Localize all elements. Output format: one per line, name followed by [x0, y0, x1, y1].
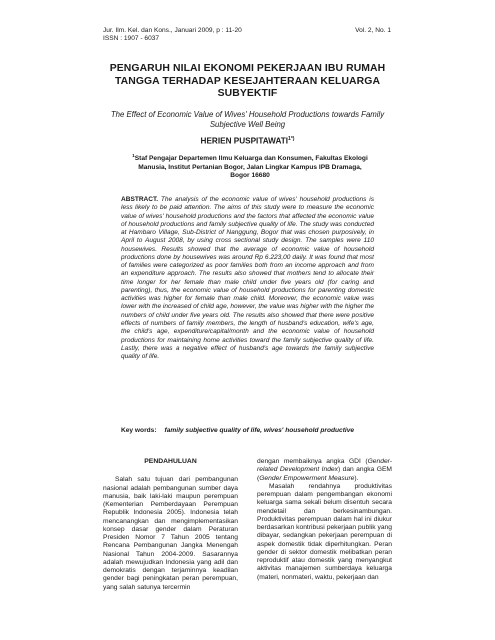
title-line: TANGGA TERHADAP KESEJAHTERAAN KELUARGA — [114, 75, 381, 87]
journal-citation-header — [103, 27, 323, 43]
abstract-label: ABSTRACT. — [121, 196, 159, 203]
author-line — [100, 134, 395, 147]
section-heading: PENDAHULUAN — [144, 458, 197, 465]
title-line: SUBYEKTIF — [217, 88, 278, 100]
affiliation-mark: 1 — [132, 153, 135, 158]
author-name: HERIEN PUSPITAWATI — [200, 136, 289, 146]
subtitle-line: Subjective Well Being — [209, 120, 286, 129]
paper-english-title — [100, 110, 395, 130]
affiliation-line: Bogor 16680 — [230, 172, 270, 180]
journal-volume: Vol. 2, No. 1 — [355, 27, 391, 34]
keywords-text: family subjective quality of life, wives' household productive — [164, 427, 355, 434]
author-mark: 1*) — [288, 136, 295, 142]
abstract — [121, 196, 374, 361]
body-paragraph: dengan membaiknya angka GDI (Gender-related Development Index) dan angka GEM (Gender Empowerment Measure). — [257, 458, 392, 482]
body-paragraph: Masalah rendahnya produktivitas perempuan dalam pengembangan ekonomi keluarga sama sekali belum disentuh secara mendetail dan berkesinambungan. Produktivitas perempuan dalam hal ini diukur berdasarkan kontribusi pekerjaan publik yang dibayar, sedangkan pekerjaan perempuan di aspek domestik tidak diperhitungkan. Peran gender di sektor domestik melibatkan peran reproduktif atau domestik yang menyangkut aktivitas manajemen sumberdaya keluarga (materi, nonmateri, waktu, pekerjaan dan — [257, 482, 392, 581]
abstract-text: The analysis of the economic value of wives' household productions is less likely to be paid attention. The aims of this study were to measure the economic value of wives' household productions and the factors that affected the economic value of household productions and family subjective quality of life. The study was conducted at Hambaro Village, Sub-District of Nanggung, Bogor that was chosen purposively, in April to August 2008, by using cross sectional study design. The samples were 110 housewives. Results showed that the average of economic value of household productions done by housewives was around Rp 6.223,00 daily. It was found that most of families were categorized as poor families both from an income approach and from an expenditure approach. The results also showed that mothers tend to allocate their time longer for her female than male child under five years old (for caring and parenting), thus, the economic value of household productions for parenting domestic activities was higher for female than male child. Moreover, the economic value was lower with the increased of child age, however, the value was higher with the higher the numbers of child under five years old. The results also showed that there were positive effects of numbers of family members, the length of husband's education, wife's age, the child's age, expenditure/capital/month and the economic value of household productions for maintaining home activities toward the family subjective quality of life. Lastly, there was a negative effect of husband's age towards the family subjective quality of life. — [121, 196, 374, 361]
body-column-left — [103, 458, 238, 592]
body-paragraph: Salah satu tujuan dari pembangunan nasional adalah pembangunan sumber daya manusia, baik laki-laki maupun perempuan (Kementerian Pemberdayaan Perempuan Republik Indonesia 2005). Indonesia telah mencanangkan dan mengimplementasikan konsep dasar gender dalam Peraturan Presiden Nomor 7 Tahun 2005 tentang Rencana Pembangunan Jangka Menengah Nasional Tahun 2004-2009. Sasarannya adalah mewujudkan Indonesia yang adil dan demokratis dengan terjaminnya keadilan gender bagi peningkatan peran perempuan, yang salah satunya tercermin — [103, 476, 238, 591]
keywords — [121, 427, 381, 435]
keywords-label: Key words: — [121, 427, 157, 434]
body-column-right — [257, 458, 392, 582]
journal-issn: ISSN : 1907 - 6037 — [103, 35, 160, 43]
journal-citation: Jur. Ilm. Kel. dan Kons., Januari 2009, p : 11-20 — [103, 27, 242, 34]
subtitle-line: The Effect of Economic Value of Wives' Household Productions towards Family — [110, 110, 385, 119]
paper-title — [90, 63, 405, 101]
affiliation-line: Manusia, Institut Pertanian Bogor, Jalan Lingkar Kampus IPB Dramaga, — [138, 163, 362, 171]
author-affiliation — [130, 152, 370, 181]
title-line: PENGARUH NILAI EKONOMI PEKERJAAN IBU RUMAH — [109, 63, 386, 74]
affiliation-line: $^1$Staf Pengajar Departemen Ilmu Keluarga dan Konsumen, Fakultas Ekologi — [132, 153, 368, 163]
